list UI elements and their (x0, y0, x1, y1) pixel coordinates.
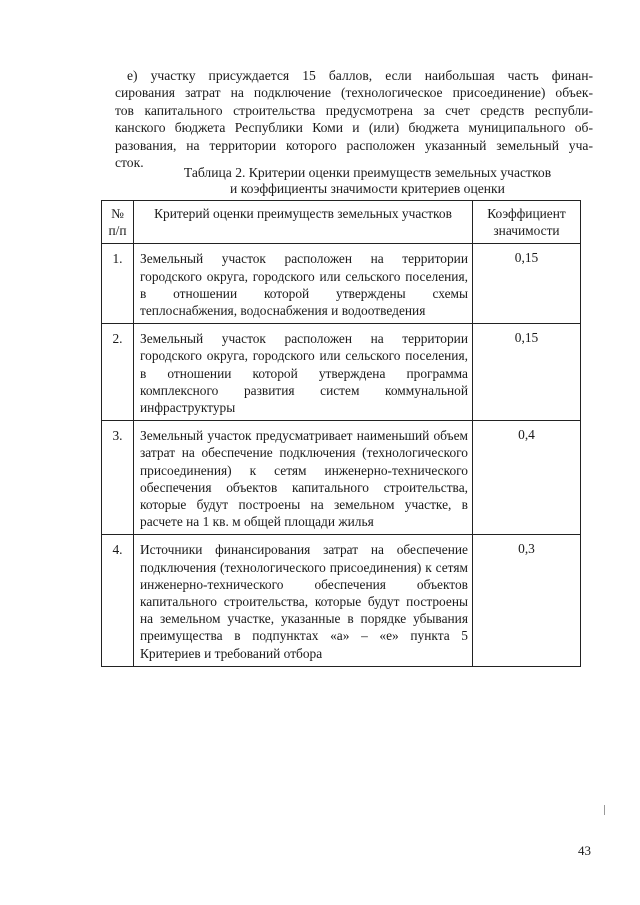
paragraph-line: е) участку присуждается 15 баллов, если наибольшая часть финан- (127, 68, 593, 83)
paragraph-line: канского бюджета Республики Коми и (или) бюджета муниципального об- (115, 120, 593, 136)
margin-mark (604, 805, 605, 815)
table-caption-line-1: Таблица 2. Критерии оценки преимуществ земельных участков (183, 165, 552, 180)
paragraph-line: тов капитального строительства предусмотрена за счет средств республи- (115, 102, 593, 118)
criteria-table (101, 200, 581, 667)
row-num: 4. (102, 535, 134, 666)
row-criterion: Земельный участок расположен на территории городского округа, городского или сельского поселения, в отношении которой утверждены схемы теплоснабжения, водоснабжения и водоотведения (134, 244, 473, 324)
row-criterion: Источники финансирования затрат на обеспечение подключения (технологического присоединения) к сетям инженерно-технического обеспечения объектов капитального строительства, которые будут построены на земельном участке, указанные в порядке убывания преимущества в подпунктах «а» – «е» пункта 5 Критериев и требований отбора (134, 535, 473, 666)
header-num: № п/п (102, 201, 134, 244)
header-coef: Коэффициент значимости (473, 201, 581, 244)
paragraph-line: сирования затрат на подключение (технологическое присоединение) объек- (115, 85, 593, 101)
row-num: 2. (102, 324, 134, 421)
table-caption-line-2: и коэффициенты значимости критериев оценки (230, 181, 505, 196)
table-caption (140, 165, 595, 197)
row-coef: 0,15 (473, 324, 581, 421)
row-criterion: Земельный участок расположен на территории городского округа, городского или сельского поселения, в отношении которой утверждена программа комплексного развития систем коммунальной инфраструктуры (134, 324, 473, 421)
paragraph-line: разования, на территории которого расположен указанный земельный уча- (115, 137, 593, 153)
table-row (102, 535, 581, 666)
table-row (102, 324, 581, 421)
page-number: 43 (578, 843, 591, 858)
row-coef: 0,3 (473, 535, 581, 666)
table-header-row (102, 201, 581, 244)
row-coef: 0,4 (473, 421, 581, 535)
row-criterion: Земельный участок предусматривает наименьший объем затрат на обеспечение подключения (технологического присоединения) к сетям инженерно-технического обеспечения объектов капитального строительства, которые будут построены на земельном участке, в расчете на 1 кв. м общей площади жилья (134, 421, 473, 535)
paragraph-e (115, 67, 593, 171)
table-row (102, 421, 581, 535)
row-num: 1. (102, 244, 134, 324)
paragraph-line: сток. (115, 155, 144, 171)
table-row (102, 244, 581, 324)
row-coef: 0,15 (473, 244, 581, 324)
row-num: 3. (102, 421, 134, 535)
header-criterion: Критерий оценки преимуществ земельных участков (134, 201, 473, 244)
